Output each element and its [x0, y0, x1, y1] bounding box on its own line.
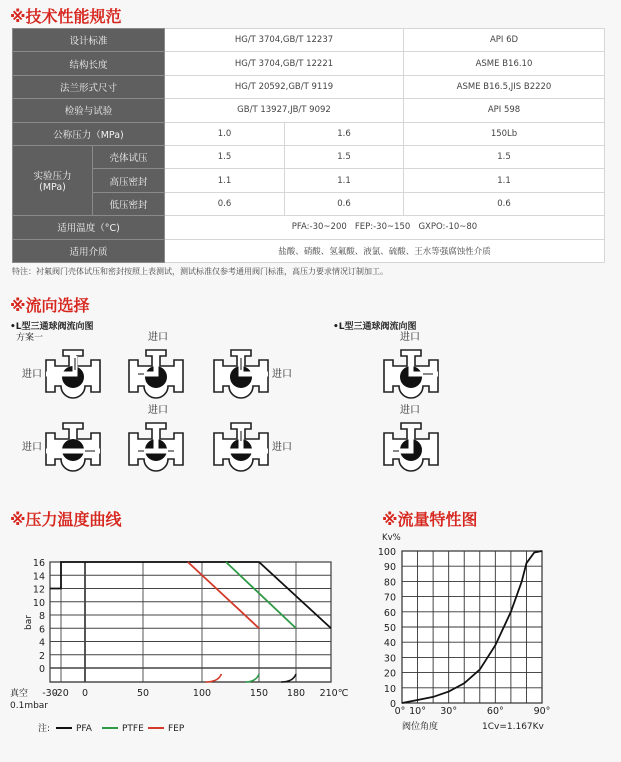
left-subtitle: •L型三通球阀流向图 [10, 322, 94, 332]
x-tick-label: 180 [286, 688, 306, 699]
sub-label: 壳体试压 [93, 145, 165, 168]
x-tick-label: 210℃ [319, 688, 349, 699]
y-tick-label: 6 [38, 624, 45, 636]
y-tick-label: 100 [377, 547, 396, 558]
y-tick-label: 2 [38, 650, 45, 662]
test-pressure-unit: (MPa) [39, 182, 66, 194]
cell: API 6D [404, 29, 605, 52]
inlet-label: 进口 [148, 332, 168, 343]
right-subtitle: •L型三通球阀流向图 [333, 322, 417, 332]
annotation: 1Cv=1.167Kv [482, 722, 544, 732]
y-tick-label: 14 [32, 571, 45, 583]
cell: 1.1 [285, 169, 404, 192]
y-tick-label: 70 [383, 592, 396, 604]
y-tick-label: 40 [383, 638, 396, 650]
y-tick-label: 0 [38, 664, 45, 675]
flow-char-title: ※流量特性图 [382, 510, 478, 529]
scheme-label: 方案一 [16, 333, 44, 343]
cell: 1.1 [165, 169, 285, 192]
cell: 盐酸、硝酸、氢氟酸、液氯、硫酸、王水等强腐蚀性介质 [165, 239, 605, 262]
y-tick-label: 60 [383, 607, 396, 619]
x-tick-label: -20 [53, 688, 69, 699]
row-label: 结构长度 [13, 52, 165, 75]
cell: 150Lb [404, 122, 605, 145]
row-label: 公称压力（MPa) [13, 122, 165, 145]
row-label: 检验与试验 [13, 99, 165, 122]
inlet-label: 进口 [22, 442, 42, 453]
valve-diagram [384, 350, 438, 398]
y-tick-label: 10 [32, 597, 45, 609]
inlet-label: 进口 [22, 369, 42, 380]
y-tick-label: 30 [383, 653, 396, 665]
cell: GB/T 13927,JB/T 9092 [165, 99, 404, 122]
row-label: 设计标准 [13, 29, 165, 52]
valve-diagram [214, 423, 268, 471]
y-tick-label: 16 [32, 558, 45, 569]
valve-diagram [129, 423, 183, 471]
x-tick-label: 60° [486, 706, 504, 717]
y-tick-label: 80 [383, 577, 396, 589]
y-axis-label: Kv% [382, 533, 401, 543]
valve-diagram [129, 350, 183, 398]
y-tick-label: 8 [38, 611, 45, 622]
row-label: 法兰形式尺寸 [13, 75, 165, 98]
sub-label: 高压密封 [93, 169, 165, 192]
spec-title: ※技术性能规范 [10, 7, 122, 26]
legend-label: PTFE [122, 724, 144, 734]
x-tick-label: 150 [249, 688, 269, 699]
test-pressure-label: 实验压力 [33, 171, 72, 183]
valve-body-icon [46, 423, 100, 471]
x-tick-label: 0° [394, 706, 406, 717]
x-tick-label: 0 [81, 688, 89, 699]
vacuum-value: 0.1mbar [10, 701, 49, 711]
cell: HG/T 3704,GB/T 12221 [165, 52, 404, 75]
cell: 1.5 [165, 145, 285, 168]
cell: 1.0 [165, 122, 285, 145]
inlet-label: 进口 [272, 442, 292, 453]
inlet-label: 进口 [272, 369, 292, 380]
cell: 1.6 [285, 122, 404, 145]
spec-note: 特注：衬氟阀门壳体试压和密封按照上表测试，测试标准仅参考通用阀门标准，高压力要求情况订制加工。 [12, 267, 388, 276]
y-tick-label: 10 [383, 683, 396, 695]
inlet-label: 进口 [148, 405, 168, 416]
y-tick-label: 90 [383, 562, 396, 574]
cell: 0.6 [404, 192, 605, 215]
y-tick-label: 4 [38, 637, 45, 649]
legend-label: FEP [168, 724, 185, 734]
valve-diagram [46, 423, 100, 471]
valve-diagram [46, 350, 100, 398]
y-tick-label: 0 [389, 699, 396, 710]
inlet-label: 进口 [400, 332, 420, 343]
sub-label: 低压密封 [93, 192, 165, 215]
row-label: 适用温度（°C) [13, 216, 165, 239]
cell: PFA:-30~200 FEP:-30~150 GXPO:-10~80 [165, 216, 605, 239]
y-tick-label: 12 [32, 584, 45, 596]
cell: API 598 [404, 99, 605, 122]
cell: HG/T 3704,GB/T 12237 [165, 29, 404, 52]
vacuum-label: 真空 [10, 689, 29, 699]
valve-diagram [384, 423, 438, 471]
flow-title: ※流向选择 [10, 296, 90, 315]
cell: 1.5 [285, 145, 404, 168]
cell: HG/T 20592,GB/T 9119 [165, 75, 404, 98]
x-tick-label: 50 [136, 688, 150, 699]
cell: ASME B16.10 [404, 52, 605, 75]
cell: ASME B16.5,JIS B2220 [404, 75, 605, 98]
x-tick-label: -30 [42, 688, 58, 699]
legend-label: PFA [76, 724, 92, 734]
x-axis-label: 阀位角度 [402, 722, 439, 732]
pt-title: ※压力温度曲线 [10, 510, 122, 529]
cell: 1.5 [404, 145, 605, 168]
valve-diagram [214, 350, 268, 398]
legend-prefix: 注: [38, 724, 51, 734]
charts [0, 520, 621, 762]
x-tick-label: 30° [440, 706, 458, 717]
y-axis-label: bar [24, 615, 34, 630]
cell: 1.1 [404, 169, 605, 192]
x-tick-label: 10° [409, 706, 426, 717]
y-tick-label: 50 [383, 623, 396, 634]
cell: 0.6 [285, 192, 404, 215]
x-tick-label: 90° [533, 706, 551, 717]
x-tick-label: 100 [192, 688, 212, 699]
inlet-label: 进口 [400, 405, 420, 416]
y-tick-label: 20 [383, 668, 396, 680]
row-label: 适用介质 [13, 239, 165, 262]
cell: 0.6 [165, 192, 285, 215]
